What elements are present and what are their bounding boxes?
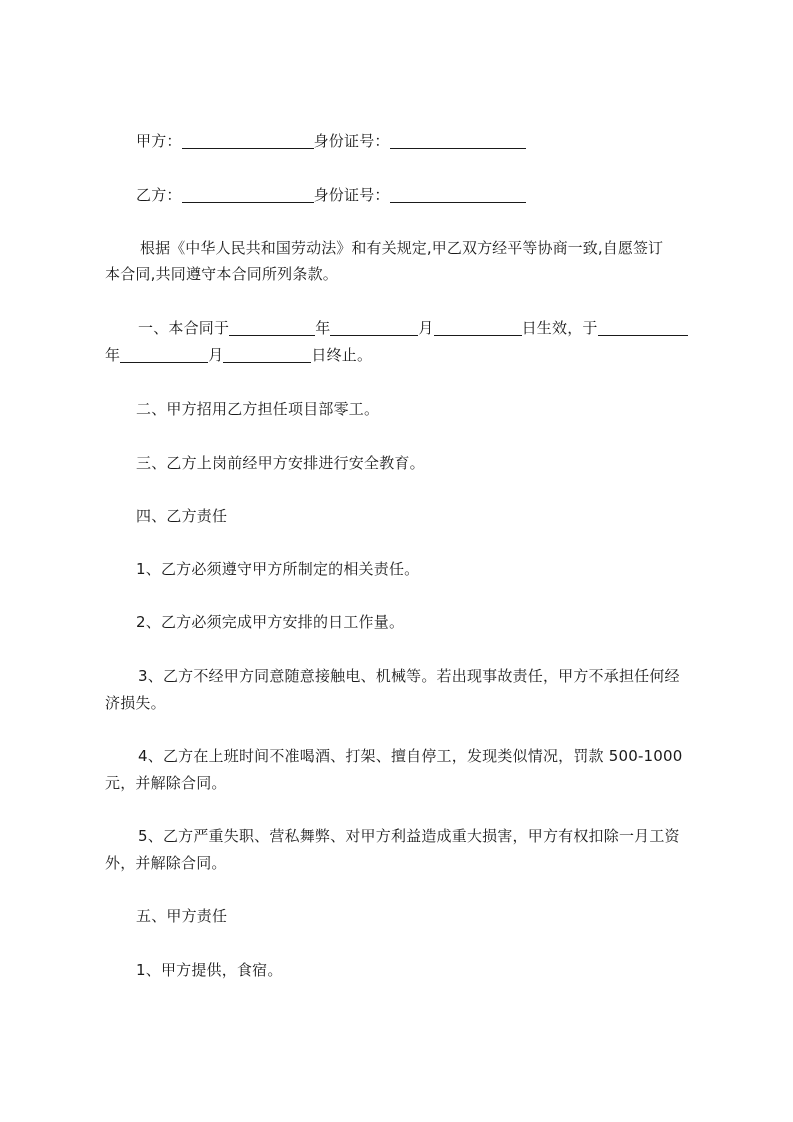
intro-line-1: 根据《中华人民共和国劳动法》和有关规定,甲乙双方经平等协商一致,自愿签订	[140, 239, 664, 257]
term-effective: 日生效，于	[521, 319, 598, 337]
party-a-id-blank[interactable]	[390, 132, 526, 149]
term-line-1	[138, 313, 738, 343]
party-b-name-blank[interactable]	[182, 186, 314, 203]
clause-4-item-3-line-1: 3、乙方不经甲方同意随意接触电、机械等。若出现事故责任，甲方不承担任何经	[138, 667, 680, 685]
clause-4-item-5-line-2: 外，并解除合同。	[105, 854, 227, 872]
term-start-year-blank[interactable]	[229, 319, 315, 336]
clause-4-title: 四、乙方责任	[136, 507, 228, 525]
clause-4-item-4-line-1: 4、乙方在上班时间不准喝酒、打架、擅自停工，发现类似情况，罚款 500-1000	[138, 747, 683, 765]
term-end-year-blank[interactable]	[598, 319, 688, 336]
term-year-2: 年	[105, 346, 121, 364]
party-a-line	[136, 126, 736, 156]
party-b-id-label: 身份证号：	[313, 186, 390, 204]
party-b-id-blank[interactable]	[390, 186, 526, 203]
party-b-label: 乙方：	[136, 186, 182, 204]
clause-5-title: 五、甲方责任	[136, 907, 228, 925]
term-year-1: 年	[315, 319, 331, 337]
term-end-day-blank[interactable]	[223, 346, 311, 363]
clause-4-item-5-line-1: 5、乙方严重失职、营私舞弊、对甲方利益造成重大损害，甲方有权扣除一月工资	[138, 827, 680, 845]
party-a-name-blank[interactable]	[182, 132, 314, 149]
clause-3: 三、乙方上岗前经甲方安排进行安全教育。	[136, 454, 425, 472]
clause-2: 二、甲方招用乙方担任项目部零工。	[136, 400, 380, 418]
clause-4-item-4-line-2: 元，并解除合同。	[105, 774, 227, 792]
term-start-day-blank[interactable]	[434, 319, 522, 336]
term-end-month-blank[interactable]	[120, 346, 208, 363]
clause-4-item-2: 2、乙方必须完成甲方安排的日工作量。	[136, 613, 405, 631]
term-month-1: 月	[418, 319, 434, 337]
term-prefix: 一、本合同于	[138, 319, 230, 337]
term-end: 日终止。	[311, 346, 373, 364]
intro-line-2: 本合同,共同遵守本合同所列条款。	[105, 265, 338, 283]
clause-5-item-1: 1、甲方提供，食宿。	[136, 961, 283, 979]
clause-4-item-1: 1、乙方必须遵守甲方所制定的相关责任。	[136, 560, 420, 578]
term-start-month-blank[interactable]	[330, 319, 418, 336]
term-line-2	[105, 340, 705, 370]
clause-4-item-3-line-2: 济损失。	[105, 694, 166, 712]
party-a-label: 甲方：	[136, 132, 182, 150]
party-a-id-label: 身份证号：	[313, 132, 390, 150]
party-b-line	[136, 180, 736, 210]
term-month-2: 月	[208, 346, 224, 364]
